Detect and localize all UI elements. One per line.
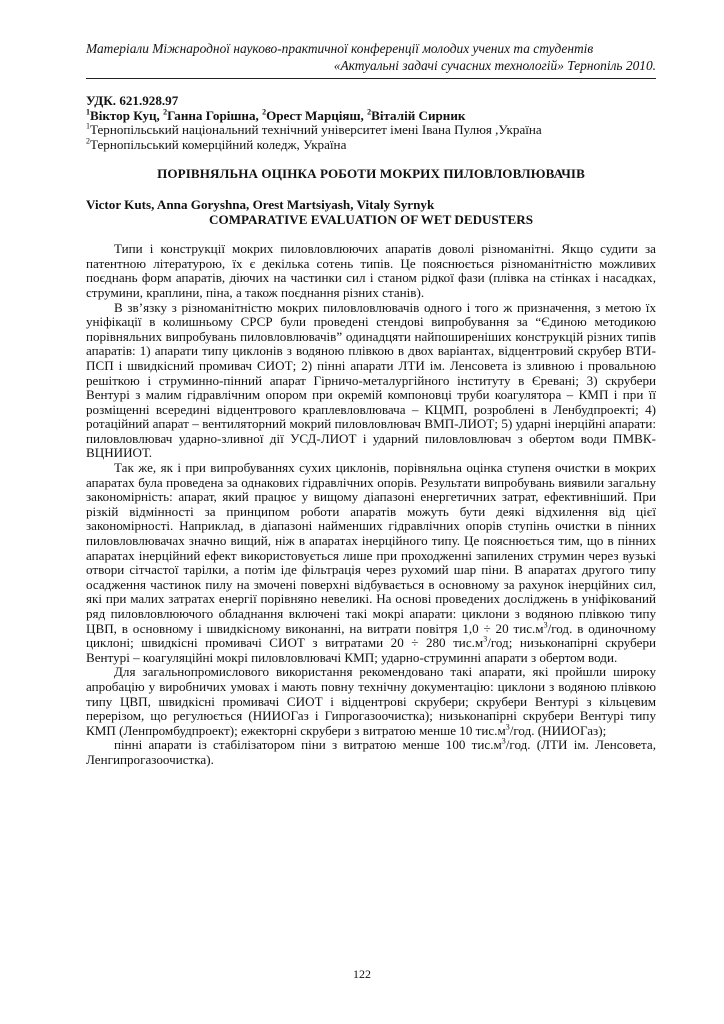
paragraph-3 bbox=[86, 461, 656, 665]
affil-text: Тернопільський комерційний коледж, Україна bbox=[90, 136, 347, 152]
author-name: Ганна Горішна, bbox=[167, 107, 263, 123]
author-name: Віктор Куц, bbox=[90, 107, 164, 123]
paragraph-5 bbox=[86, 738, 656, 767]
author-affil-mark: 1 bbox=[86, 107, 90, 117]
page-number: 122 bbox=[353, 967, 371, 981]
author-name: Орест Марціяш, bbox=[266, 107, 368, 123]
udk-code: УДК. 621.928.97 bbox=[86, 93, 179, 108]
article-title-en: COMPARATIVE EVALUATION OF WET DEDUSTERS bbox=[208, 211, 533, 227]
paragraph-text: Так же, як і при випробуваннях сухих циклонів, порівняльна оцінка ступеня очистки в мокрих апаратах була проведена за однакових гідравлічних опорів. Результати випробувань виявили загальну закономірність: апарат, який працює у вищому діапазоні енергетичних затрат, ефективніший. При різкій відмінності за принципом роботи апаратів можуть бути деякі відхилення від цієї закономірності. Наприклад, в діапазоні найменших гідравлічних опорів ступінь очистки в пінних пиловловлювачах значно вищий, ніж в апаратах інерційного типу. Це пояснюється тим, що в пінних апаратах інерційний ефект використовується лише при проходженні запилених струмин через вузькі отвори сітчастої тарілки, а потім іде фільтрація через рухомий шар піни. В апаратах другого типу осадження частинок пилу на змочені поверхні відбувається в основному за рахунок інерційних сил, які при малих затратах енергії порівняно невеликі. На основі проведених досліджень в уніфікований ряд пиловловлюючого обладнання включені такі мокрі апарати: циклони з водяною плівкою типу ЦВП, в основному і швидкісному виконанні, на витрати повітря 1,0 ÷ 20 тис.м bbox=[86, 460, 656, 636]
cube-superscript: 3 bbox=[483, 634, 488, 644]
paragraph-2: В зв’язку з різноманітністю мокрих пиловловлювачів одного і того ж призначення, з метою їх уніфікації в колишньому СРСР були проведені стендові випробування за “Єдиною методикою порівняльних випробувань пиловловлювачів” одинадцяти найпоширеніших конструкцій різних типів апаратів: 1) апарати типу циклонів з водяною плівкою в двох варіантах, відцентровий скрубер ВТИ-ПСП і швидкісний промивач СИОТ; 2) пінні апарати ЛТИ ім. Ленсовета із зливною і провальною решіткою і струминно-пінний апарат Гірничо-металургійного інституту в Єревані; 3) скрубери Вентурі з малим гідравлічним опором при окремій компоновці труби коагулятора – КМП і при її розміщенні всередині відцентрового краплевловлювача – КЦМП, розроблені в Ленбудпроекті; 4) ротаційний апарат – вентиляторний мокрий пиловловлювач ВМП-ЛИОТ; 5) ударні інерційні апарати: пиловловлювач ударно-зливної дії УСД-ЛИОТ і ударний пиловловлювач з обертом води ПМВК-ВЦНИИОТ. bbox=[86, 299, 656, 461]
cube-superscript: 3 bbox=[543, 620, 548, 630]
paragraph-4 bbox=[86, 665, 656, 738]
affil-mark: 1 bbox=[86, 121, 90, 131]
article-body bbox=[86, 94, 656, 768]
affil-text: Тернопільський національний технічний університет імені Івана Пулюя ,Україна bbox=[90, 122, 542, 138]
author-name: Віталій Сирник bbox=[371, 107, 466, 123]
author-affil-mark: 2 bbox=[367, 107, 372, 117]
paragraph-1: Типи і конструкції мокрих пиловловлюючих апаратів доволі різноманітні. Якщо судити за патентною літературою, їх є декілька сотень типів. Це пояснюється різноманітністю можливих поєднань форм апаратів, діючих на частинки сил і станом рідкої фази (плівка на стінках і насадках, струмини, краплини, піна, а також поєднання різних станів). bbox=[86, 241, 656, 300]
paragraph-text: /год. (НИИОГаз); bbox=[509, 722, 607, 738]
cube-superscript: 3 bbox=[501, 736, 506, 746]
paragraph-text: Для загальнопромислового використання рекомендовано такі апарати, які пройшли широку апробацію у виробничих умовах і мають повну технічну документацію: циклони з водяною плівкою типу ЦВП, швидкісні промивачі СИОТ і відцентрові скрубери; скрубери Вентурі з кільцевим перерізом, що регулюється (НИИОГаз і Гипрогазоочистка); низьконапірні скрубери Вентурі типу КМП (Ленпромбудпроект); ежекторні скрубери з витратою менше 10 тис.м bbox=[86, 664, 656, 738]
paragraph-text: /год; низьконапірні скрубери Вентурі – коагуляційні мокрі пиловловлювачі КМП; ударно-струминні апарати з обертом води. bbox=[86, 635, 657, 665]
affiliation-2 bbox=[86, 138, 656, 153]
paragraph-text: пінні апарати із стабілізатором піни з витратою менше 100 тис.м bbox=[114, 737, 502, 753]
affil-mark: 2 bbox=[86, 136, 90, 146]
article-title-ua: ПОРІВНЯЛЬНА ОЦІНКА РОБОТИ МОКРИХ ПИЛОВЛОВЛЮВАЧІВ bbox=[157, 166, 585, 182]
running-header bbox=[86, 40, 656, 79]
author-affil-mark: 2 bbox=[163, 107, 168, 117]
author-affil-mark: 2 bbox=[262, 107, 267, 117]
header-line-conference: Матеріали Міжнародної науково-практичної конференції молодих учених та студентів bbox=[86, 41, 594, 56]
paragraph-text: /год. в одиночному циклоні; швидкісні промивачі СИОТ з витратами 20 ÷ 280 тис.м bbox=[86, 620, 656, 651]
header-rule bbox=[86, 78, 656, 79]
paragraph-text: /год. (ЛТИ ім. Ленсовета, Ленгипрогазоочистка). bbox=[86, 737, 657, 767]
authors-en: Victor Kuts, Anna Goryshna, Orest Martsiyash, Vitaly Syrnyk bbox=[86, 196, 435, 212]
header-line-title: «Актуальні задачі сучасних технологій» Тернопіль 2010. bbox=[333, 58, 656, 73]
authors-ua bbox=[86, 109, 656, 124]
cube-superscript: 3 bbox=[505, 722, 510, 732]
affiliation-1 bbox=[86, 123, 656, 138]
